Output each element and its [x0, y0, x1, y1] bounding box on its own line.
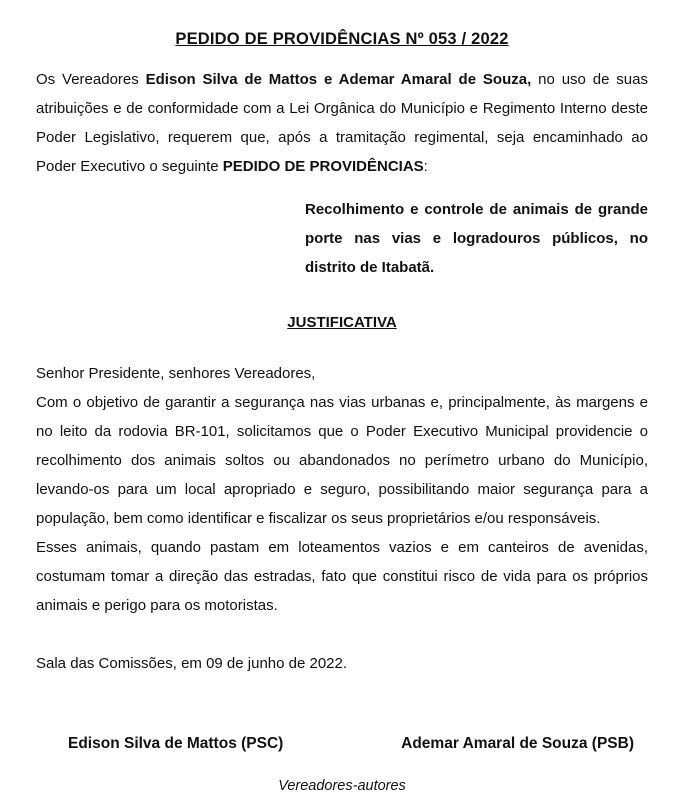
request-summary-block: Recolhimento e controle de animais de grande porte nas vias e logradouros públicos, no distrito de Itabatã.: [305, 201, 648, 276]
intro-run-5: :: [423, 158, 428, 175]
signature-ademar: Ademar Amaral de Souza (PSB): [401, 735, 634, 752]
salutation-line: Senhor Presidente, senhores Vereadores,: [36, 365, 316, 382]
intro-run-1: Os Vereadores: [36, 71, 146, 88]
document-title: PEDIDO DE PROVIDÊNCIAS Nº 053 / 2022: [175, 30, 509, 48]
justification-paragraph-1: Com o objetivo de garantir a segurança nas vias urbanas e, principalmente, às margens e no leito da rodovia BR-101, solicitamos que o Poder Executivo Municipal providencie o recolhimento dos animais soltos ou abandonados no perímetro urbano do Município, levando-os para um local apropriado e seguro, possibilitando maior segurança para a população, bem como identificar e fiscalizar os seus proprietários e/ou responsáveis.: [36, 394, 648, 527]
signature-caption: Vereadores-autores: [278, 778, 406, 794]
signature-row: [36, 734, 648, 754]
justification-paragraph-2: Esses animais, quando pastam em loteamentos vazios e em canteiros de avenidas, costumam tomar a direção das estradas, fato que constitui risco de vida para os próprios animais e perigo para os motoristas.: [36, 539, 648, 614]
intro-run-3: no uso de suas atribuições e de conformidade com a Lei Orgânica do Município e Regimento Interno deste Poder Legislativo, requerem que, após a tramitação regimental, seja encaminhado ao Poder Executivo o seguinte: [36, 71, 648, 175]
signature-edison: Edison Silva de Mattos (PSC): [68, 735, 284, 752]
authors-names: Edison Silva de Mattos e Ademar Amaral de Souza,: [145, 71, 532, 88]
justification-heading: JUSTIFICATIVA: [287, 314, 397, 331]
dateline: Sala das Comissões, em 09 de junho de 2022.: [36, 655, 348, 672]
document-type-emphasis: PEDIDO DE PROVIDÊNCIAS: [222, 158, 424, 175]
intro-paragraph: [36, 65, 648, 181]
